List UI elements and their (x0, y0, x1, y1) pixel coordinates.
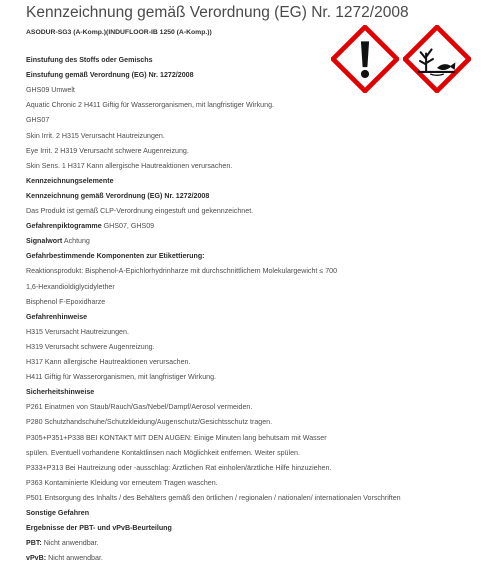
text-line: spülen. Eventuell vorhandene Kontaktlinsen nach Möglichkeit entfernen. Weiter spülen. (26, 448, 300, 457)
text-line: Reaktionsprodukt: Bisphenol-A-Epichlorhydrinharze mit durchschnittlichem Molekulargewicht ≤ 700 (26, 267, 338, 276)
line-label: PBT: (26, 539, 42, 548)
text-line: Eye Irrit. 2 H319 Verursacht schwere Augenreizung. (26, 146, 189, 155)
section-title: Kennzeichnung gemäß Verordnung (EG) Nr. 1272/2008 (26, 4, 409, 21)
line-value: Achtung (62, 237, 90, 246)
label-value-line (26, 538, 99, 548)
exclamation-mark-icon (331, 25, 399, 93)
section-heading: Gefahrbestimmende Komponenten zur Etikettierung: (26, 252, 205, 261)
label-value-line (26, 236, 90, 246)
text-line: Aquatic Chronic 2 H411 Giftig für Wasserorganismen, mit langfristiger Wirkung. (26, 101, 274, 110)
line-value: Nicht anwendbar. (46, 554, 103, 563)
line-label: Gefahrenpiktogramme (26, 222, 102, 231)
text-line: P280 Schutzhandschuhe/Schutzkleidung/Augenschutz/Gesichtsschutz tragen. (26, 418, 273, 427)
text-line: H315 Verursacht Hautreizungen. (26, 327, 129, 336)
section-heading: Sicherheitshinweise (26, 388, 95, 397)
label-value-line (26, 553, 103, 563)
line-label: Signalwort (26, 237, 63, 246)
section-heading: Einstufung gemäß Verordnung (EG) Nr. 1272/2008 (26, 71, 194, 80)
text-line: Bisphenol F-Epoxidharze (26, 297, 106, 306)
hazard-pictograms (331, 25, 471, 93)
section-heading: Ergebnisse der PBT- und vPvB-Beurteilung (26, 524, 172, 533)
line-value: Nicht anwendbar. (41, 539, 99, 548)
text-line: Skin Irrit. 2 H315 Verursacht Hautreizungen. (26, 131, 165, 140)
text-line: H317 Kann allergische Hautreaktionen verursachen. (26, 358, 191, 366)
product-name: ASODUR-SG3 (A-Komp.)(INDUFLOOR-IB 1250 (A-Komp.)) (26, 29, 212, 36)
section-heading: Kennzeichnung gemäß Verordnung (EG) Nr. 1272/2008 (26, 191, 210, 200)
text-line: H411 Giftig für Wasserorganismen, mit langfristiger Wirkung. (26, 373, 217, 382)
text-line: P333+P313 Bei Hautreizung oder -ausschlag: Ärztlichen Rat einholen/ärztliche Hilfe hinzuziehen. (26, 463, 332, 472)
section-heading: Sonstige Gefahren (26, 509, 90, 517)
text-line: GHS07 (26, 116, 50, 125)
environment-icon (403, 25, 471, 93)
line-value: GHS07, GHS09 (101, 222, 155, 231)
line-label: vPvB: (26, 554, 47, 563)
text-line: 1,6-Hexandioldiglycidylether (26, 282, 115, 291)
section-heading: Gefahrenhinweise (26, 312, 88, 321)
label-value-line (26, 221, 154, 231)
text-line: P501 Entsorgung des Inhalts / des Behälters gemäß den örtlichen / regionalen / nationalen/ internationalen Vorschriften (26, 493, 401, 502)
section-heading: Einstufung des Stoffs oder Gemischs (26, 56, 153, 64)
text-line: GHS09 Umwelt (26, 86, 75, 95)
text-line: P363 Kontaminierte Kleidung vor erneutem Tragen waschen. (26, 478, 218, 487)
text-line: Das Produkt ist gemäß CLP-Verordnung eingestuft und gekennzeichnet. (26, 207, 254, 215)
text-line: P305+P351+P338 BEI KONTAKT MIT DEN AUGEN: Einige Minuten lang behutsam mit Wasser (26, 433, 327, 442)
text-line: P261 Einatmen von Staub/Rauch/Gas/Nebel/Dampf/Aerosol vermeiden. (26, 403, 253, 412)
section-heading: Kennzeichnungselemente (26, 176, 114, 185)
text-line: H319 Verursacht schwere Augenreizung. (26, 342, 155, 351)
text-line: Skin Sens. 1 H317 Kann allergische Hautreaktionen verursachen. (26, 161, 233, 170)
